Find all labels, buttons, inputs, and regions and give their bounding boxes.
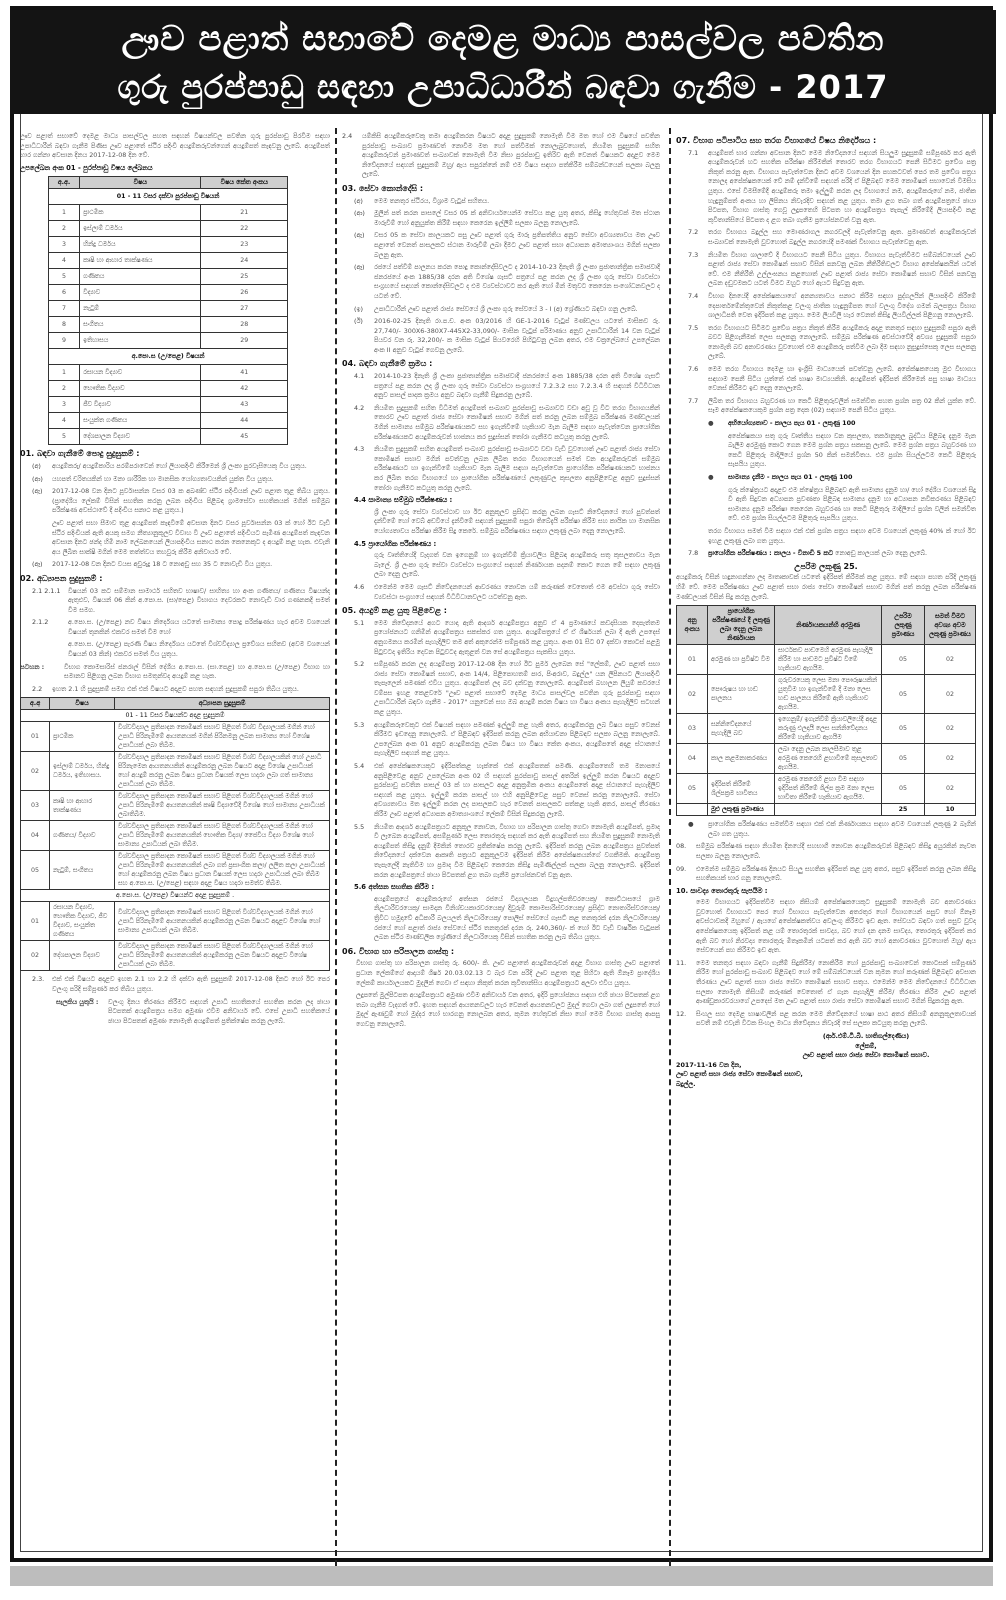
list-item: 7.2 තරග විභාගය බදුල්ල සහ මොණරාගල නගරවලදී පැවැත්වෙනු ඇත. ප්‍රමාණවත් අයදුම්කරුවන් සංඛ්‍යාවක් නොමැති වුවහොත් බදුල්ල නගරයේදී පමණක් විභාගය පැවැත්වෙනු ඇත. bbox=[688, 228, 976, 246]
table-row: 01 අරමුණ හා ප්‍රවිෂ්ට වීම සාර්ථකව පාඩමෙහි අරමුණ පැහැදිලි කිරීම හා පාඩමට ප්‍රවිෂ්ට වීමේ හැකියාව ඇගයීම. 05 02 bbox=[677, 645, 976, 675]
footer-block bbox=[676, 1061, 976, 1090]
exam-paper-2: ● සාමාන්‍ය දැනීම - කාලය පැය 01 - ලකුණු 100 bbox=[708, 473, 853, 481]
subsection-title: 5.6 අත්සන සහතික කිරීම : bbox=[354, 883, 435, 892]
list-item: 7.4 විභාග දිනයේදී අපේක්ෂකයාගේ අනන්‍යතාවය සනාථ කිරීම සඳහා පුද්ගලයින් ලියාපදිංචි කිරීමේ දෙපාර්තමේන්තුවෙන් නිකුත්කළ වලංගු ජාතික හැඳුනුම්පත හෝ වලංගු විදේශ ගමන් බලපත්‍රය විභාග ශාලාධිපති වෙත ඉදිරිපත් කළ යුතුය. මෙම ලියවිලි හැර වෙනත් කිසිදු ලියවිල්ලක් පිළිගනු නොලැබේ. bbox=[688, 291, 976, 320]
list-item: 5.5 නියමිත ආදර්ශ අයදුම්පත්‍රයට අනුකූල නොවන, විභාග හා පරිපාලන ගාස්තු ගෙවා නොමැති අයදුම්පත්, ප්‍රමාද වී ලැබෙන අයදුම්පත්, අසම්පූර්ණ ලෙස තොරතුරු සඳහන් කර ඇති අයදුම්පත් සහ නියමිත සුදුසුකම් නොමැති අයදුම්පත් කිසිදු දැනුම් දීමකින් තොරව ප්‍රතික්ෂේප කරනු ලැබේ. ඉදිරිපත් කරනු ලබන අයදුම්පත්‍රය පුවත්පත් නිවේදනයේ දක්වෙන ආකෘති පත්‍රයට අනුකූලවම ඉදිරිපත් කිරීම අපේක්ෂකයන්ගේ වගකීමකි. අයදුම්පත්‍ර තැපැලේදී නැතිවීම හා ප්‍රමාද වීම පිළිබඳව කෙරෙන කිසිදු පැමිණිල්ලක් සලකා බලනු නොලැබේ. ඉදිරිපත් කරන අයදුම්පත්‍රයේ ඡායා පිටපතක් ළග තබා ගැනීම ප්‍රයෝජනවත් වනු ඇත. bbox=[354, 822, 660, 879]
section-09: 09. එමෙන්ම සම්මුඛ පරීක්ෂණ දිනයට සියලු සහතික ඉදිරිපත් කළ යුතු අතර, පසුව ඉදිරිපත් කරනු ලබන කිසිදු සහතිකයක් භාර ගනු නොලැබේ. bbox=[676, 864, 976, 883]
table-row: 2 ඉස්ලාම් ධර්මය 22 bbox=[49, 221, 288, 237]
annex1-title: උපලේඛන අංක 01 - පුරප්පාඩු විෂය ලේඛනය bbox=[20, 163, 153, 172]
issuing-office: ඌව පළාත් සභා රාජ්‍ය සේවා කොමිෂන් සභාව, bbox=[676, 1070, 803, 1079]
list-item: (ආ) යහපත් චරිතයකින් හා මනා ශාරීරික හා මානසික යෝග්‍යතාවයකින් යුක්ත විය යුතුය. bbox=[32, 474, 274, 483]
bottom-strip bbox=[10, 1566, 993, 1586]
column-divider bbox=[335, 128, 337, 1586]
list-item: (අ) මෙම තනතුර ස්ථිරය, විශ්‍රාම වැටුප් සහිතය. bbox=[354, 196, 490, 205]
list-item: 7.7 ලිඛිත තර විභාගය බහුවරණ හා කෙටි පිළිතුරුවලින් සමන්විත පහත ප්‍රශ්න පත්‍ර 02 කින් යුක්ත වේ. සෑම අපේක්ෂකයෙකුම ප්‍රශ්න පත්‍ර දෙක (02) සඳහාම පෙනී සිටිය යුතුය. bbox=[688, 396, 976, 415]
list-item: 7.5 තරග විභාගයට සිටීමට ප්‍රවේශ පත්‍රය නිකුත් කිරීම අයදුම්කරු අදාළ තනතුර සඳහා සුදුසුකම් සපුරා ඇති බවට පිළිගැනීමක් ලෙස සලකනු නොලැබේ. සම්මුඛ පරීක්ෂණ අවස්ථාවේදී අවශ්‍ය සුදුසුකම් සපුරා නොමැති බව අනාවරණය වුවහොත් එම අයදුම්කරු පත්වීම ලබා දීම සඳහා නුසුදුස්සෙකු ලෙස සලකනු ලැබේ. bbox=[688, 323, 976, 361]
signatory-name: (ආර්.එම්.ටී.බී. හාතිගල්දෙණිය) bbox=[822, 1032, 910, 1040]
list-item: 7.6 මෙම තරග විභාගය දෙමළ හා ඉංග්‍රීසි මාධ්‍යයෙන් පවත්වනු ලැබේ. අපේක්ෂකයෙකු මුළු විභාගය සඳහාම පෙනී සිටිය යුත්තේ එක් භාෂා මාධ්‍යයකිනි. අයදුම්පත් ඉදිරිපත් කිරීමෙන් පසු භාෂා මාධ්‍යය වෙනස් කිරීමට ඉඩ දෙනු නොලැබේ. bbox=[688, 365, 976, 393]
list-item: (ඈ) රජයේ පත්වීම් පාලනය කරන පොදු කොන්දේසිවලට ද 2014-10-23 දිනැති ශ්‍රී ලංකා ප්‍රජාතාන්ත්‍රික සමාජවාදී ජනරජයේ අංක 1885/38 දරන අති විශේෂ ගැසට් පත්‍රයේ පළ කරන ලද ශ්‍රී ලංකා ගුරු සේවා ව්‍යවස්ථා සංග්‍රහයේ සඳහන් කොන්දේසිවලට ද එම ව්‍යවස්ථාවට කර ඇති හෝ මින් මතුවට කෙරෙන සංශෝධනවලට ද යටත් වේ. bbox=[354, 263, 660, 300]
list-item: 4.1 2014-10-23 දිනැති ශ්‍රී ලංකා ප්‍රජාතාන්ත්‍රික සමාජවාදී ජනරජයේ අංක 1885/38 දරන අති විශේෂ ගැසට් පත්‍රයේ පළ කරන ලද ශ්‍රී ලංකා ගුරු සේවා ව්‍යවස්ථා සංග්‍රහයේ 7.2.3.2 සහ 7.2.3.4 හි සඳහන් විධිවිධාන අනුව පාසල් පාදක ක්‍රමය අනුව බඳවා ගැනීම් සිදුකරනු ලැබේ. bbox=[354, 372, 660, 400]
title-line-1: ඌව පළාත් සභාවේ දෙමළ මාධ්‍ය පාසල්වල පවතින bbox=[121, 19, 885, 59]
list-item: 2.1.2 අ.පො.ස. (උ/පෙළ) නව විෂය නිර්දේශය යටතේ සාමාන්‍ය පොදු පරීක්ෂණය හැර අවම වශයෙන් විෂයන් තුනකින් එකවර සමත් වීම හෝ bbox=[32, 618, 330, 636]
group-title: 01 - 11 වසර දක්වා පුරප්පාඩු විෂයන් bbox=[49, 189, 288, 205]
section-02-title: 02. අධ්‍යාපන සුදුසුකම් : bbox=[20, 573, 103, 583]
table-row: 05 ඉදිරිපත් කිරීමේ ශිල්පක්‍රම භාවිතය අරමුණ කෙරෙහි ළඟා වීම සඳහා ඉදිරිපත් කිරීමේ ශිල්ප ක්‍රම මනා ලෙස භාවිතා කිරීමේ හැකියාව ඇගයීම. 05 02 bbox=[677, 774, 976, 804]
list-item: (ඈ) 2017-12-08 වන දිනට වයස අවුරුදු 18 ට නොඅඩු සහ 35 ට නොවැඩි විය යුතුය. bbox=[32, 560, 273, 569]
practical-marks-table: අනු අංකය ප්‍රායෝගික පරීක්ෂණයේ දී ලකුණු ලබා දෙනු ලබන නිර්ණායක නිර්ණායකයන්හි අරමුණ උපරිම ලකුණු ප්‍රමාණය සමත් වීමට අවශ්‍ය අවම ලකුණු ප්‍රමාණය 01 අරමුණ හා ප්‍රවිෂ්ට වීම සාර්ථකව පාඩමෙහි අරමුණ පැහැදිලි කිරීම හා පාඩමට ප්‍රවිෂ්ට වීමේ හැකියාව ඇගයීම. 05 02 02 පෞරුෂය හා හඬ පාලනය ගුරුවරයෙකු ලෙස මනා පෞරුෂයකින් යුතුවීම හා ඉගැන්වීමේ දී මනා ලෙස හඬ පාලනය කිරීමේ ඇති හැකියාව ඇගයීම. 05 02 03 සන්නිවේදනයේ පැහැදිලි බව ඉගෙනුම්/ ඉගැන්වීම් ක්‍රියාවලියේදී අදාළ කරුණු එලදායී ලෙස සන්නිවේදනය කිරීමේ හැකියාව ඇගයීම 05 02 04 කාල කළමනාකරණය ලබා දෙනු ලබන කාලසීමාව තුළ අරමුණ කෙරෙහි ළඟාවීමේ කුසලතාව ඇගයීම. 05 02 05 ඉදිරිපත් කිරීමේ ශිල්පක්‍රම භාවිතය අරමුණ කෙරෙහි ළඟා වීම සඳහා ඉදිරිපත් කිරීමේ ශිල්ප ක්‍රම මනා ලෙස භාවිතා කිරීමේ හැකියාව ඇගයීම. 05 02 මුළු ලකුණු ප්‍රමාණය 25 10 bbox=[676, 605, 976, 816]
list-item: 5.4 එක් අපේක්ෂකයෙකුට ඉදිරිපත්කළ හැක්කේ එක් අයදුම්පතක් පමණි. අයදුම්පතෙහි තම මනාපයේ අනුපිළිවෙළ අනුව උපලේඛන අංක 02 හි සඳහන් පුරප්පාඩු පාසල් අතරින් ඉල්ලුම් කරන විෂයට අදාළව පුරප්පාඩු පවතින පාසල් 03 ක් හා පාසලට අදාළ අනුක්‍රමික අංකය අයදුම්පතේ අදාළ ස්ථානයේ පැහැදිලිව සඳහන් කළ යුතුය. ඉල්ලුම් කරන පාසල් හා එහි අනුපිළිවෙළ පසුව වෙනස් කරනු නොලැබේ. සේවා අවශ්‍යතාවය මත ඉල්ලුම් කරන ලද පාසලකට හැර වෙනත් පාසලකට පත්කළ හැකි අතර, පාසල් තීරණය කිරීම ඌව පළාත් අධ්‍යාපන අමාත්‍යාංශයේ ලේකම් විසින් සිදුකරනු ලැබේ. bbox=[354, 762, 660, 818]
list-item: 5.2 සම්පූර්ණ කරන ලද අයදුම්පත්‍ර 2017-12-08 දින හෝ ඊට පුර්ම ලැබෙන සේ "ලේකම්, ඌව පළාත් සභා රාජ්‍ය සේවා කොමිෂන් සභාව, අංක 14/4, පිළිපොහතම් පාර, පිංඅරාව, බදුල්ල" යන ලිපිනයට ලියාපදිංචි තැපෑලෙන් පමණක් එවිය යුතුය. අයදුම්පත් ලද බව දන්වනු නොලැබේ. අයදුම්පත් බහාලන ලියුම් කවරයේ වම්පස ඉහළ කෙළවරේ "ඌව පළාත් සභාවේ දෙමළ මාධ්‍ය පාසල්වල පවතින ගුරු පුරප්පාඩු සඳහා උපාධිධාරීන් බඳවා ගැනීම - 2017" යනුවෙන් සහ ඔබ අයදුම් කරන විෂය හා විෂය අංකය පැහැදිලිව සටහන් කළ යුතුය. bbox=[354, 660, 660, 717]
table-row: 01 රසායන විද්‍යාව, භෞතික විද්‍යාව, ජීව විද්‍යාව, සංයුක්ත ගණිතය විශ්වවිද්‍යාල ප්‍රතිපාදන කොමිෂන් සභාව පිළිගත් විශ්වවිද්‍යාලයක් මගින් හෝ උපාධි පිරිනැමීමේ ආයතනයකින් අයදුම්කරනු ලබන විෂයට අදාළව විශේෂ හෝ සාමාන්‍ය උපාධියක් ලබා තිබීම. bbox=[21, 902, 330, 941]
exam-paper-1: ● අභියෝග්‍යතාව - කාලය පැය 01 - ලකුණු 100 bbox=[708, 419, 856, 428]
list-item: (ඉ) උපාධිධාරීන් ඌව පළාත් රාජ්‍ය සේවයේ ශ්‍රී ලංකා ගුරු සේවයේ 3 - I (අ) ශ්‍රේණියට බඳවා ගනු ලැබේ. bbox=[354, 304, 638, 313]
note: සැලකිය යුතුයි : වලංගු දිනය තීරණය කිරීමට සඳහන් උපාධි සහතිකයේ සහතික කරන ලද ඡායා පිටපතක් අයදුම්පත්‍රය සමග අමුණා එවීම අනිවාර්ය වේ. එසේ උපාධි සහතිකයේ ඡායා පිටපතක් අමුණා නොමැති අයදුම්පත් ප්‍රතික්ෂේප කරනු ලැබේ. bbox=[56, 997, 330, 1025]
list-item: 2.3. එක් එක් විෂයට අදාළව ඉහත 2.1 හා 2.2 හි දක්වා ඇති සුදුසුකම් 2017-12-08 දිනට හෝ ඊට පෙර වලංගු පරිදි සම්පූර්ණ කර තිබිය යුතුය. bbox=[32, 975, 330, 994]
subsection-title: 4.4 සාමාන්‍ය සම්මුඛ පරීක්ෂණය : bbox=[354, 496, 453, 505]
table-row: 02 පෞරුෂය හා හඬ පාලනය ගුරුවරයෙකු ලෙස මනා පෞරුෂයකින් යුතුවීම හා ඉගැන්වීමේ දී මනා ලෙස හඬ පාලනය කිරීමේ ඇති හැකියාව ඇගයීම. 05 02 bbox=[677, 675, 976, 714]
title-banner bbox=[10, 10, 996, 114]
issue-date: 2017-11-16 වන දින, bbox=[676, 1060, 742, 1069]
list-item: 7.3 නියමිත විභාග ශාලාවේ දී විභාගයට පෙනී සිටිය යුතුය. විභාගය පැවැත්වීමට සම්බන්ධයෙන් ඌව පළාත් රාජ්‍ය සේවා කොමිෂන් සභාව විසින් පනවනු ලබන නීතිරීතිවලට විභාග අපේක්ෂකයින් යටත් වේ. එම නීතිරීති උල්ලංඝනය කළහොත් ඌව පළාත් රාජ්‍ය සේවා කොමිෂන් සභාව විසින් පනවනු ලබන දඬුවමකට යටත් වීමට ඔහුට හෝ ඇයට සිදුවනු ඇත. bbox=[688, 250, 976, 288]
signatory-office: ඌව පළාත් සභා රාජ්‍ය සේවා කොමිෂන් සභාව. bbox=[802, 1051, 930, 1060]
table-row: 2 භෞතික විද්‍යාව 42 bbox=[49, 381, 288, 397]
section-03-title: 03. සේවා කොන්දේසි : bbox=[342, 183, 424, 193]
list-item: අ.පො.ස. (උ/පෙළ) පැරණි විෂය නිර්දේශය යටතේ විශ්වවිද්‍යාල ප්‍රවේශය සහිතව (අවම වශයෙන් විෂයන් 03 කින්) එකවර සමත් විය යුතුය. bbox=[68, 640, 330, 659]
section-08: 08. සම්මුඛ පරීක්ෂණ සඳහා නියමිත දිනයේදී සහභාගී නොවන අයදුම්කරුවන් පිළිබඳව කිසිදු අයුරකින් නැවත සලකා බලනු නොලැබේ. bbox=[676, 842, 976, 860]
col-header-subject: විෂය bbox=[80, 177, 201, 189]
list-item: 4.2 නියමිත සුදුසුකම් සහිත විධිමත් අයදුම්පත් සංඛ්‍යාව පුරප්පාඩු සංඛ්‍යාවට වඩා අඩු වූ විට තරග විභාගයකින් තොරව ඌව පළාත් රාජ්‍ය සේවා කොමිෂන් සභාව මගින් පත් කරනු ලබන සම්මුඛ පරීක්ෂණ මණ්ඩලයක් මගින් සාමාන්‍ය සම්මුඛ පරීක්ෂණයකට සහ ඉගැන්වීමේ හැකියාව මැන බැලීම සඳහා පැවැත්වෙන ප්‍රායෝගික පරීක්ෂණයකට අයදුම්කරුවන් භාජනය කර සුදුස්සන් තෝරා ගැනීමට කටයුතු කරනු ලැබේ. bbox=[354, 403, 660, 441]
total-row: මුළු ලකුණු ප්‍රමාණය 25 10 bbox=[677, 804, 976, 816]
table-row: 3 හින්දු ධර්මය 23 bbox=[49, 237, 288, 253]
table-row: 03 කෘෂි හා ආහාර තාක්ෂණය විශ්වවිද්‍යාල ප්‍රතිපාදන කොමිෂන් සභාව පිළිගත් විශ්වවිද්‍යාලයක් මගින් හෝ උපාධි පිරිනැමීමේ ආයතනයකින් කෘෂි විද්‍යාවේදී විශේෂ හෝ සාමාන්‍ය උපාධියක් ලබාතිබීම. bbox=[21, 791, 330, 821]
list-item: 2.2 ඉහත 2.1 හි සුදුසුකම් සමග එක් එක් විෂයට අදාළව පහත සඳහන් සුදුසුකම් සපුරා තිබිය යුතුය. bbox=[32, 684, 299, 693]
table-row: 4 සංයුක්ත ගණිතය 44 bbox=[49, 413, 288, 429]
list-item: 5.1 මෙම නිවේදනයේ අගට යොදා ඇති ආදර්ශ අයදුම්පත්‍රය අනුව ඒ 4 ප්‍රමාණයේ කඩදාසියක දෙපැත්තම ප්‍රයෝජනයට ගනිමින් අයදුම්පත්‍රය සකස්කර ගත යුතුය. අයදුම්පත්‍රයේ ඒ ඒ ශීර්ෂයන් ලබා දී ඇති උපදෙස් අනුගමනය කරමින් පැහැදිලිව තම අත් අකුරෙන්ම සම්පූර්ණ කළ යුතුය. අංක 01 සිට 07 දක්වා කොටස් පළමු පිටුවටද ඉතිරිය දෙවන පිටුවටද ඇතුළත් වන සේ අයදුම්පත්‍රය සැකසිය යුතුය. bbox=[354, 618, 660, 656]
column-divider bbox=[669, 128, 671, 1586]
list-item: 5.3 අයදුම්කරුවෙකුට එක් විෂයක් සඳහා පමණක් ඉල්ලුම් කළ හැකි අතර, අයදුම්කරනු ලබ විෂය පසුව වෙනස් කිරීමට ඉඩදෙනු නොලැබේ. ඒ පිළිබඳව ඉදිරිපත් කරනු ලබන අභියාචනා පිළිබඳව සලකා බලනු නොලැබේ. උපලේඛන අංක 01 අනුව අයදුම්කරනු ලබන විෂය හා විෂය කේත අංකය, අයදුම්පතේ අදාළ ස්ථානයේ පැහැදිලිව සඳහන් කළ යුතුය. bbox=[354, 720, 660, 758]
section-11: 11. මෙම තනතුර සඳහා බඳවා ගැනීම් සිදුකිරීම/ නොකිරීම හෝ පුරප්පාඩු සංඛ්‍යාවෙන් කොටසක් සම්පූර්ණ කිරීම හෝ පුරප්පාඩු සංඛ්‍යාව පිළිබඳව හෝ මේ සම්බන්ධයෙන් වන කුමන හෝ කරුණක් පිළිබඳව අවසාන තීරණය ඌව පළාත් සභා රාජ්‍ය සේවා කොමිෂන් සභාව සතුය. එමෙන්ම මෙම නිවේදනයේ විධිවිධාන සලකා නොමැති කිසියම් කරුණක් වෙතොත් ඒ ගැන පැහැදිලි කිරීම/ තීරණය කිරීම ඌව පළාත් ආණ්ඩුකාරවරයාගේ උපදෙස් මත ඌව පළාත් සභා රාජ්‍ය සේවා කොමිෂන් සභාව මගින් සිදුකරනු ඇත. bbox=[676, 958, 976, 1006]
col-header-code: විෂය කේත අංකය bbox=[201, 177, 288, 189]
list-item: 7.1 අයදුම්පත් භාර ගන්නා අවසාන දිනට මෙම නිවේදනයේ සඳහන් සියලුම සුදුසුකම් සම්පූර්ණ කර ඇති අයදුම්කරුවන් හට සහතික පරීක්ෂා කිරීමකින් තොරව තරග විභාගයට පෙනී සිටීමට ප්‍රවේශ පත්‍ර නිකුත් කරනු ඇත. විභාගය පැවැත්වෙන දිනට අවම වශයෙන් දින පහකටවත් පෙර තම ප්‍රවේශ පත්‍රය නොලද අපේක්ෂකයෙක් වේ නම් දැන්වීමේ සඳහන් පරිදි ඒ පිළිබඳව මෙම කොමිෂන් සභාවෙන් විමසිය යුතුය. එසේ විමසීමේදී අයදුම්කරු තමා ඉල්ලුම් කරන ලද විභාගයේ නම, අයදුම්කරුගේ නම, ජාතික හැඳුනුම්පත් අංකය හා ලිපිනය නිවැරදිව සඳහන් කළ යුතුය. තමා ළග තබා ගත් අයදුම්පත්‍රයේ ඡායා පිටපත, විභාග ගාස්තු ගෙවූ ලදුපතෙහි පිටපත හා අයදුම්පත්‍රය තැපැල් කිරීමේදී ලියාපදිංචි කළ කුවිතාන්සියේ පිටපත ද ළග තබා ගැනීම ප්‍රයෝජනවත් වනු ඇත. bbox=[688, 148, 976, 224]
signature-block bbox=[756, 1032, 976, 1061]
section-05-title: 05. අයදුම් කළ යුතු පිළිවෙළ : bbox=[342, 606, 447, 616]
table-row: 6 විද්‍යාව 26 bbox=[49, 285, 288, 301]
subsection-title: 4.5 ප්‍රායෝගික පරීක්ෂණය : bbox=[354, 539, 437, 548]
list-item: 2.1 2.1.1 විෂයන් 03 කට සම්මාන සාමාර්ථ සහිතව භාෂාව/ සාහිත්‍ය හා අංක ගණිතය/ ගණිතය විෂයන්ද ඇතුළුව, විෂයන් 06 කින් අ.පො.ස. (සා/පෙළ) විභාගය දෙවරකට නොවැඩි වාර ගණනකදී සමත් වීම සමග. bbox=[32, 586, 330, 614]
table-row: 5 ගණිතය 25 bbox=[49, 269, 288, 285]
table-row: 02 දේශපාලන විද්‍යාව විශ්වවිද්‍යාල ප්‍රතිපාදන කොමිෂන් සභාව පිළිගත් විශ්වවිද්‍යාලයක් මගින් හෝ උපාධි පිරිනැමීමේ ආයතනයකින් අයදුම්කරනු ලබන විෂයට අදාළව විශේෂ උපාධියක් ලබා තිබීම. bbox=[21, 941, 330, 971]
table-row: 9 ඉතිහාසය 29 bbox=[49, 333, 288, 349]
list-item: (ඇ) 2017-12-08 වන දිනට පූර්වාසන්න වසර 03 ක අඛණ්ඩ ස්ථිර පදිංචියක් ඌව පළාත තුළ තිබිය යුතුය. (ප්‍රාදේශීය ලේකම් විසින් සහතික කරනු ලබන පදිංචිය පිළිබඳ ග්‍රාමසේවා සහතිකයක් මගින් සම්මුඛ පරීක්ෂණ අවස්ථාවේ දී පදිංචිය සනාථ කළ යුතුය.) bbox=[32, 487, 330, 515]
issuing-city: බදුල්ල. bbox=[676, 1079, 696, 1088]
table-row: 8 සංගීතය 28 bbox=[49, 317, 288, 333]
table-row: 7 නැටුම් 27 bbox=[49, 301, 288, 317]
qualification-table: අ.අ විෂය අධ්‍යාපන සුදුසුකම් 01 - 11 වසර විෂයන්ට අදාළ සුදුසුකම් 01 ප්‍රාථමික විශ්වවිද්‍යාල ප්‍රතිපාදන කොමිෂන් සභාව පිළිගත් විශ්ව විද්‍යාලයක් මගින් හෝ උපාධි පිරිනැමීමේ ආයතනයක් මගින් පිරිනමනු ලබන සාමාන්‍ය හෝ විශේෂ උපාධියක් ලබා තිබීම. 02 ඉස්ලාම් ධර්මය, හින්දු ධර්මය, ඉතිහාසය. විශ්වවිද්‍යාල ප්‍රතිපාදන කොමිෂන් සභාව පිළිගත් විශ්ව විද්‍යාලයකින් හෝ උපාධි පිරිනැමෙන ආයතනයකින් අයදුම්කරනු ලබන විෂයට අදාළ විශේෂ උපාධියක් හෝ අයදුම් කරනු ලබන විෂය ප්‍රධාන විෂයක් ලෙස හදාරා ලබා ගත් සාමාන්‍ය උපාධියක් ලබා තිබීම. 03 කෘෂි හා ආහාර තාක්ෂණය විශ්වවිද්‍යාල ප්‍රතිපාදන කොමිෂන් සභාව පිළිගත් විශ්වවිද්‍යාලයක් මගින් හෝ උපාධි පිරිනැමීමේ ආයතනයකින් කෘෂි විද්‍යාවේදී විශේෂ හෝ සාමාන්‍ය උපාධියක් ලබාතිබීම. 04 ගණිතය/ විද්‍යාව විශ්වවිද්‍යාල ප්‍රතිපාදන කොමිෂන් සභාව පිළිගත් විශ්වවිද්‍යාලයක් මගින් හෝ උපාධි පිරිනැමීමේ ආයතනයකින් භෞතික විද්‍යා/ ජෛවීය විද්‍යා විශේෂ හෝ සාමාන්‍ය උපාධියක් ලබා තිබීම. 05 නැටුම්, සංගීතය විශ්වවිද්‍යාල ප්‍රතිපාදන කොමිෂන් සභාව පිළිගත් විශ්ව විද්‍යාලයක් මගින් හෝ උපාධි පිරිනැමීමේ ආයතනයකින් ලබා ගත් ප්‍රසාංගික කලා/ ලලිත කලා උපාධියක් හෝ අයදුම්කරනු ලබන විෂය ප්‍රධාන විෂයක් ලෙස හදාරා උපාධියක් ලබා තිබීම සහ අ.පො.ස. (උ/පෙළ) සඳහා අදාළ විෂය හදාරා සමත්ව තිබීම. අ.පො.ස. (උ/පෙළ) විෂයන්ට අදාළ සුදුසුකම් . 01 රසායන විද්‍යාව, භෞතික විද්‍යාව, ජීව විද්‍යාව, සංයුක්ත ගණිතය විශ්වවිද්‍යාල ප්‍රතිපාදන කොමිෂන් සභාව පිළිගත් විශ්වවිද්‍යාලයක් මගින් හෝ උපාධි පිරිනැමීමේ ආයතනයකින් අයදුම්කරනු ලබන විෂයට අදාළව විශේෂ හෝ සාමාන්‍ය උපාධියක් ලබා තිබීම. 02 දේශපාලන විද්‍යාව විශ්වවිද්‍යාල ප්‍රතිපාදන කොමිෂන් සභාව පිළිගත් විශ්වවිද්‍යාලයක් මගින් හෝ උපාධි පිරිනැමීමේ ආයතනයකින් අයදුම්කරනු ලබන විෂයට අදාළව විශේෂ උපාධියක් ලබා තිබීම. bbox=[20, 697, 330, 971]
list-item: (ආ) මුලින් පත් කරන පාසලේ වසර 05 ක් අනිවාර්යයෙන්ම සේවය කළ යුතු අතර, කිසිදු හේතුවක් මත ස්ථාන මාරුවීම් හෝ අනුයුක්ත කිරීම් සඳහා කෙරෙන ඉල්ලීම් සලකා බලනු නොලැබේ. bbox=[354, 209, 660, 227]
table-row: 5 දේශපාලන විද්‍යාව 45 bbox=[49, 429, 288, 445]
table-row: 05 නැටුම්, සංගීතය විශ්වවිද්‍යාල ප්‍රතිපාදන කොමිෂන් සභාව පිළිගත් විශ්ව විද්‍යාලයක් මගින් හෝ උපාධි පිරිනැමීමේ ආයතනයකින් ලබා ගත් ප්‍රසාංගික කලා/ ලලිත කලා උපාධියක් හෝ අයදුම්කරනු ලබන විෂය ප්‍රධාන විෂයක් ලෙස හදාරා උපාධියක් ලබා තිබීම සහ අ.පො.ස. (උ/පෙළ) සඳහා අදාළ විෂය හදාරා සමත්ව තිබීම. bbox=[21, 851, 330, 890]
note: සටහන : විභාග කොමසාරිස් ජනරාල් විසින් දේශීය අ.පො.ස. (සා.පෙළ) හා අ.පො.ස (උ/පෙළ) විභාග හා සමානව පිළිගනු ලබන විභාග සමතුන්වද අයදුම් කළ හැක. bbox=[20, 662, 330, 681]
list-item: (ඊ) 2016-02-25 දිනැති රා.ප.ච. අංක 03/2016 හි GE-1-2016 වැටුප් මණ්ඩලය යටතේ මාසිකව රු. 27,740/- 300X6-380X7-445X2-33,090/- මාසික වැටුප් පරිමාණය අනුව උපාධිධාරීන් 14 වන වැටුප් පියවර වන රු. 32,200/- ක මාසික වැටුප් පියවරෙහි පිහිටුවනු ලබන අතර, එම චක්‍රලේඛයේ උපලේඛන අංක II අනුව වැටුප් ගෙවනු ලැබේ. bbox=[354, 317, 660, 354]
list-item: 2.4 යම්කිසි අයදුම්කරුවෙකු තමා අයදුම්කරන විෂයට අදාළ සුදුසුකම් නොමැති වීම මත හෝ එම විෂයේ පවතින පුරප්පාඩු සංඛ්‍යාව ප්‍රමාණවත් නොවීම මත හෝ පත්වීමක් නොලැබුවහොත්, නියමිත සුදුසුකම් සහිත අයදුම්කරුවන් ප්‍රමාණවත් සංඛ්‍යාවක් නොමැති වීම නිසා පුරප්පාඩු ඉතිරිව ඇති වෙනත් විෂයකට අදාළව මෙම නිවේදනයේ සඳහන් සුදුසුකම් ඔහු/ ඇය සපුරන්නේ නම් එම විෂය සඳහා පත්කිරීම සම්බන්ධයෙන් සලකා බලනු ලැබේ. bbox=[342, 132, 660, 179]
section-10-title: 10. සාවද්‍ය තොරතුරු සැපයීම : bbox=[676, 886, 768, 895]
column-1 bbox=[20, 132, 330, 1029]
column-3: 07. විභාග පටිපාටිය සහ තරග විභාගයේ විෂය නිර්දේශය : 7.1 අයදුම්පත් භාර ගන්නා අවසාන දිනට මෙම නිවේදනයේ සඳහන් සියලුම සුදුසුකම් සම්පූර්ණ කර ඇති අයදුම්කරුවන් හට සහතික පරීක්ෂා කිරීමකින් තොරව තරග විභාගයට පෙනී සිටීමට ප්‍රවේශ පත්‍ර නිකුත් කරනු ඇත. විභාගය පැවැත්වෙන දිනට අවම වශයෙන් දින පහකටවත් පෙර තම ප්‍රවේශ පත්‍රය නොලද අපේක්ෂකයෙක් වේ නම් දැන්වීමේ සඳහන් පරිදි ඒ පිළිබඳව මෙම කොමිෂන් සභාවෙන් විමසිය යුතුය. එසේ විමසීමේදී අයදුම්කරු තමා ඉල්ලුම් කරන ලද විභාගයේ නම, අයදුම්කරුගේ නම, ජාතික හැඳුනුම්පත් අංකය හා ලිපිනය නිවැරදිව සඳහන් කළ යුතුය. තමා ළග තබා ගත් අයදුම්පත්‍රයේ ඡායා පිටපත, විභාග ගාස්තු ගෙවූ ලදුපතෙහි පිටපත හා අයදුම්පත්‍රය තැපැල් කිරීමේදී ලියාපදිංචි කළ කුවිතාන්සියේ පිටපත ද ළග තබා ගැනීම ප්‍රයෝජනවත් වනු ඇත. 7.2 තරග විභාගය බදුල්ල සහ මොණරාගල නගරවලදී පැවැත්වෙනු ඇත. ප්‍රමාණවත් අයදුම්කරුවන් සංඛ්‍යාවක් නොමැති වුවහොත් බදුල්ල නගරයේදී පමණක් විභාගය පැවැත්වෙනු ඇත. 7.3 නියමිත විභාග ශාලාවේ දී විභාගයට පෙනී සිටිය යුතුය. විභාගය පැවැත්වීමට සම්බන්ධයෙන් ඌව පළාත් රාජ්‍ය සේවා කොමිෂන් සභාව විසින් පනවනු ලබන නීතිරීතිවලට විභාග අපේක්ෂකයින් යටත් වේ. එම නීතිරීති උල්ලංඝනය කළහොත් ඌව පළාත් රාජ්‍ය සේවා කොමිෂන් සභාව විසින් පනවනු ලබන දඬුවමකට යටත් වීමට ඔහුට හෝ ඇයට සිදුවනු ඇත. 7.4 විභාග දිනයේදී අපේක්ෂකයාගේ අනන්‍යතාවය සනාථ කිරීම සඳහා පුද්ගලයින් ලියාපදිංචි කිරීමේ දෙපාර්තමේන්තුවෙන් නිකුත්කළ වලංගු ජාතික හැඳුනුම්පත හෝ වලංගු විදේශ ගමන් බලපත්‍රය විභාග ශාලාධිපති වෙත ඉදිරිපත් කළ යුතුය. මෙම ලියවිලි හැර වෙනත් කිසිදු ලියවිල්ලක් පිළිගනු නොලැබේ. 7.5 තරග විභාගයට සිටීමට ප්‍රවේශ පත්‍රය නිකුත් කිරීම අයදුම්කරු අදාළ තනතුර සඳහා සුදුසුකම් සපුරා ඇති බවට පිළිගැනීමක් ලෙස සලකනු නොලැබේ. සම්මුඛ පරීක්ෂණ අවස්ථාවේදී අවශ්‍ය සුදුසුකම් සපුරා නොමැති බව අනාවරණය වුවහොත් එම අයදුම්කරු පත්වීම ලබා දීම සඳහා නුසුදුස්සෙකු ලෙස සලකනු ලැබේ. 7.6 මෙම තරග විභාගය දෙමළ හා ඉංග්‍රීසි මාධ්‍යයෙන් පවත්වනු ලැබේ. අපේක්ෂකයෙකු මුළු විභාගය සඳහාම පෙනී සිටිය යුත්තේ එක් භාෂා මාධ්‍යයකිනි. අයදුම්පත් ඉදිරිපත් කිරීමෙන් පසු භාෂා මාධ්‍යය වෙනස් කිරීමට ඉඩ දෙනු නොලැබේ. 7.7 ලිඛිත තර විභාගය බහුවරණ හා කෙටි පිළිතුරුවලින් සමන්විත පහත ප්‍රශ්න පත්‍ර 02 කින් යුක්ත වේ. සෑම අපේක්ෂකයෙකුම ප්‍රශ්න පත්‍ර දෙක (02) සඳහාම පෙනී සිටිය යුතුය. ● අභියෝග්‍යතාව - කාලය පැය 01 - ලකුණු 100 අපේක්ෂකයා සතු ගුරු වෘත්තීය සඳහා වන කුසලතා, තර්කානුකූල බුද්ධිය පිළිබඳ දැනුම මැන බැලීම අරමුණු කොට ගෙන මෙම ප්‍රශ්න පත්‍රය සකසනු ලැබේ. මෙම ප්‍රශ්න පත්‍රය බහුවරණ හා කෙටි පිළිතුරු මාදිලියේ ප්‍රශ්න 50 කින් සමන්විතය. එම ප්‍රශ්න සියල්ලටම කෙටි පිළිතුරු සැපයිය යුතුය. ● සාමාන්‍ය දැනීම - කාලය පැය 01 - ලකුණු 100 ගුරු ක්ෂේත්‍රයට අදාළව එම ක්ෂේත්‍රය පිළිබඳව ඇති සාමාන්‍ය දැනුම හා/ හෝ දේශීය වශයෙන් සිදු වී ඇති සිදුවන අධ්‍යාපන ප්‍රවණතා පිළිබඳ සාමාන්‍ය දැනුම හා අධ්‍යාපන නවීකරණය පිළිබඳව සාමාන්‍ය දැනුම පරීක්ෂා කෙරෙන බහුවරණ හා කෙටි පිළිතුරු මාදිලියේ ප්‍රශ්න වලින් සමන්විත වේ. එම ප්‍රශ්න සියල්ලටම පිළිතුරු සැපයිය යුතුය. තරග විභාගය සමත් වීම සඳහා එක් එක් ප්‍රශ්න පත්‍රය සඳහා අවම වශයෙන් ලකුණු 40% ක් හෝ ඊට ඉහළ ලකුණු ලබා ගත යුතුය. 7.8 ප්‍රායෝගික පරීක්ෂණය : කාලය - විනාඩි 5 කට නොඅඩු කාලයක් ලබා දෙනු ලැබේ. උපරිම ලකුණු 25. අයදුම්කරු විසින් හඳුනාගන්නා ලද මාතෘකාවක් යටතේ ඉදිරිපත් කිරීමක් කළ යුතුය. මේ සඳහා පහත පරිදි ලකුණු හිමි වේ. මෙම පරීක්ෂණය ඌව පළාත් සභා රාජ්‍ය සේවා කොමිෂන් සභාව මගින් පත් කරනු ලබන පරීක්ෂණ මණ්ඩලයක් විසින් සිදු කරනු ලැබේ. අනු අංකය ප්‍රායෝගික පරීක්ෂණයේ දී ලකුණු ලබා දෙනු ලබන නිර්ණායක නිර්ණායකයන්හි අරමුණ උපරිම ලකුණු ප්‍රමාණය සමත් වීමට අවශ්‍ය අවම ලකුණු ප්‍රමාණය 01 අරමුණ හා ප්‍රවිෂ්ට වීම සාර්ථකව පාඩමෙහි අරමුණ පැහැදිලි කිරීම හා පාඩමට ප්‍රවිෂ්ට වීමේ හැකියාව ඇගයීම. 05 02 02 පෞරුෂය හා හඬ පාලනය ගුරුවරයෙකු ලෙස මනා පෞරුෂයකින් යුතුවීම හා ඉගැන්වීමේ දී මනා ලෙස හඬ පාලනය කිරීමේ ඇති හැකියාව ඇගයීම. 05 02 03 සන්නිවේදනයේ පැහැදිලි බව ඉගෙනුම්/ ඉගැන්වීම් ක්‍රියාවලියේදී අදාළ කරුණු එලදායී ලෙස සන්නිවේදනය කිරීමේ හැකියාව ඇගයීම 05 02 04 කාල කළමනාකරණය ලබා දෙනු ලබන කාලසීමාව තුළ අරමුණ කෙරෙහි ළඟාවීමේ කුසලතාව ඇගයීම. 05 02 05 ඉදිරිපත් කිරීමේ ශිල්පක්‍රම භාවිතය අරමුණ කෙරෙහි ළඟා වීම සඳහා ඉදිරිපත් කිරීමේ ශිල්ප ක්‍රම මනා ලෙස භාවිතා කිරීමේ හැකියාව ඇගයීම. 05 02 මුළු ලකුණු ප්‍රමාණය 25 10 ● ප්‍රායෝගික පරීක්ෂණය සමත්වීම සඳහා එක් එක් නිර්ණායකය සඳහා අවම වශයෙන් ලකුණු 2 බැගින් ලබා ගත යුතුය. 08. සම්මුඛ පරීක්ෂණ සඳහා නියමිත දිනයේදී සහභාගී නොවන අයදුම්කරුවන් පිළිබඳව කිසිදු අයුරකින් නැවත සලකා බලනු නොලැබේ. 09. එමෙන්ම සම්මුඛ පරීක්ෂණ දිනයට සියලු සහතික ඉදිරිපත් කළ යුතු අතර, පසුව ඉදිරිපත් කරනු ලබන කිසිදු සහතිකයක් භාර ගනු නොලැබේ. 10. සාවද්‍ය තොරතුරු සැපයීම : මෙම විභාගයට ඉදිරිපත්වීම සඳහා කිසියම් අපේක්ෂකයෙකුට සුදුසුකම් නොමැති බව අනාවරණය වුවහොත් විභාගයට පෙර හෝ විභාගය පැවැත්වෙන අතරතුර හෝ විභාගයෙන් පසුව හෝ ඕනෑම අවස්ථාවකදී ඔහුගේ / ඇයගේ අපේක්ෂකත්වය අවලංගු කිරීමට ඉඩ ඇත. සේවයට බඳවා ගත් පසුව වුවද අපේක්ෂකයෙකු ඉදිරිපත් කළ යම් තොරතුරක් සාවද්‍ය, බව හෝ දන දනම සාවද්‍ය, තොරතුරු ඉදිරිපත් කර ඇති බව හෝ නිරවද්‍ය තොරතුරු මිතෑකමින් යටපත් කර ඇති බව හෝ අනාවරණය වුවහොත් ඔහු/ ඇය සේවයෙන් පහ කිරීමට ඉඩ ඇත. 11. මෙම තනතුර සඳහා බඳවා ගැනීම් සිදුකිරීම/ නොකිරීම හෝ පුරප්පාඩු සංඛ්‍යාවෙන් කොටසක් සම්පූර්ණ කිරීම හෝ පුරප්පාඩු සංඛ්‍යාව පිළිබඳව හෝ මේ සම්බන්ධයෙන් වන කුමන හෝ කරුණක් පිළිබඳව අවසාන තීරණය ඌව පළාත් සභා රාජ්‍ය සේවා කොමිෂන් සභාව සතුය. එමෙන්ම මෙම නිවේදනයේ විධිවිධාන සලකා නොමැති කිසියම් කරුණක් වෙතොත් ඒ ගැන පැහැදිලි කිරීම/ තීරණය කිරීම ඌව පළාත් ආණ්ඩුකාරවරයාගේ උපදෙස් මත ඌව පළාත් සභා රාජ්‍ය සේවා කොමිෂන් සභාව මගින් සිදුකරනු ඇත. 12. සිංහල සහ දෙමළ භාෂාවලින් පළ කරන මෙම නිවේදනයේ භාෂා පාඨ අතර කිසියම් අනනුකූලතාවයක් පවතී නම් එවැනි විටක සිංහල මාධ්‍ය නිවේදනය නිවැරදි සේ සලකා කටයුතු කරනු ලැබේ. (ආර්.එම්.ටී.බී. හාතිගල්දෙණිය) ලේකම්, ඌව පළාත් සභා රාජ්‍ය සේවා කොමිෂන් සභාව. 2017-11-16 වන දින, ඌව පළාත් සභා රාජ්‍ය සේවා කොමිෂන් සභාව, බදුල්ල. bbox=[676, 136, 976, 1088]
table-row: 1 ප්‍රාථමික 21 bbox=[49, 205, 288, 221]
list-item: 4.6 එමෙන්ම මෙම ගැසට් නිවේදනයෙන් ආවරණය නොවන යම් කරුණක් වෙතොත් එම අවස්ථා ගුරු සේවා ව්‍යවස්ථා සංග්‍රහයේ සඳහන් විධිවිධානවලට යටත්වනු ඇත. bbox=[354, 582, 660, 601]
section-06-title: 06. විභාග හා පරිපාලන ගාස්තු : bbox=[342, 946, 455, 956]
table-row: 4 කෘෂි හා ආහාර තාක්ෂණය 24 bbox=[49, 253, 288, 269]
group-title: අ.පො.ස (උ/පෙළ) විෂයන් bbox=[49, 349, 288, 365]
column-2: 2.4 යම්කිසි අයදුම්කරුවෙකු තමා අයදුම්කරන විෂයට අදාළ සුදුසුකම් නොමැති වීම මත හෝ එම විෂයේ පවතින පුරප්පාඩු සංඛ්‍යාව ප්‍රමාණවත් නොවීම මත හෝ පත්වීමක් නොලැබුවහොත්, නියමිත සුදුසුකම් සහිත අයදුම්කරුවන් ප්‍රමාණවත් සංඛ්‍යාවක් නොමැති වීම නිසා පුරප්පාඩු ඉතිරිව ඇති වෙනත් විෂයකට අදාළව මෙම නිවේදනයේ සඳහන් සුදුසුකම් ඔහු/ ඇය සපුරන්නේ නම් එම විෂය සඳහා පත්කිරීම සම්බන්ධයෙන් සලකා බලනු ලැබේ. 03. සේවා කොන්දේසි : (අ) මෙම තනතුර ස්ථිරය, විශ්‍රාම වැටුප් සහිතය. (ආ) මුලින් පත් කරන පාසලේ වසර 05 ක් අනිවාර්යයෙන්ම සේවය කළ යුතු අතර, කිසිදු හේතුවක් මත ස්ථාන මාරුවීම් හෝ අනුයුක්ත කිරීම් සඳහා කෙරෙන ඉල්ලීම් සලකා බලනු නොලැබේ. (ඇ) වසර 05 ක සේවා කාලයකට පසු ඌව පළාත් ගුරු මාරු ප්‍රතිපත්තිය අනුව සේවා අවශ්‍යතාවය මත ඌව පළාතේ වෙනත් පාසලකට ස්ථාන මාරුවීම් ලබා දීමට ඌව පළාත් සභා අධ්‍යාපන අමාත්‍යාංශය මගින් සලකා බලනු ඇත. (ඈ) රජයේ පත්වීම් පාලනය කරන පොදු කොන්දේසිවලට ද 2014-10-23 දිනැති ශ්‍රී ලංකා ප්‍රජාතාන්ත්‍රික සමාජවාදී ජනරජයේ අංක 1885/38 දරන අති විශේෂ ගැසට් පත්‍රයේ පළ කරන ලද ශ්‍රී ලංකා ගුරු සේවා ව්‍යවස්ථා සංග්‍රහයේ සඳහන් කොන්දේසිවලට ද එම ව්‍යවස්ථාවට කර ඇති හෝ මින් මතුවට කෙරෙන සංශෝධනවලට ද යටත් වේ. (ඉ) උපාධිධාරීන් ඌව පළාත් රාජ්‍ය සේවයේ ශ්‍රී ලංකා ගුරු සේවයේ 3 - I (අ) ශ්‍රේණියට බඳවා ගනු ලැබේ. (ඊ) 2016-02-25 දිනැති රා.ප.ච. අංක 03/2016 හි GE-1-2016 වැටුප් මණ්ඩලය යටතේ මාසිකව රු. 27,740/- 300X6-380X7-445X2-33,090/- මාසික වැටුප් පරිමාණය අනුව උපාධිධාරීන් 14 වන වැටුප් පියවර වන රු. 32,200/- ක මාසික වැටුප් පියවරෙහි පිහිටුවනු ලබන අතර, එම චක්‍රලේඛයේ උපලේඛන අංක II අනුව වැටුප් ගෙවනු ලැබේ. 04. බඳවා ගැනීමේ ක්‍රමය : 4.1 2014-10-23 දිනැති ශ්‍රී ලංකා ප්‍රජාතාන්ත්‍රික සමාජවාදී ජනරජයේ අංක 1885/38 දරන අති විශේෂ ගැසට් පත්‍රයේ පළ කරන ලද ශ්‍රී ලංකා ගුරු සේවා ව්‍යවස්ථා සංග්‍රහයේ 7.2.3.2 සහ 7.2.3.4 හි සඳහන් විධිවිධාන අනුව පාසල් පාදක ක්‍රමය අනුව බඳවා ගැනීම් සිදුකරනු ලැබේ. 4.2 නියමිත සුදුසුකම් සහිත විධිමත් අයදුම්පත් සංඛ්‍යාව පුරප්පාඩු සංඛ්‍යාවට වඩා අඩු වූ විට තරග විභාගයකින් තොරව ඌව පළාත් රාජ්‍ය සේවා කොමිෂන් සභාව මගින් පත් කරනු ලබන සම්මුඛ පරීක්ෂණ මණ්ඩලයක් මගින් සාමාන්‍ය සම්මුඛ පරීක්ෂණයකට සහ ඉගැන්වීමේ හැකියාව මැන බැලීම සඳහා පැවැත්වෙන ප්‍රායෝගික පරීක්ෂණයකට අයදුම්කරුවන් භාජනය කර සුදුස්සන් තෝරා ගැනීමට කටයුතු කරනු ලැබේ. 4.3 නියමිත සුදුසුකම් සහිත අයදුම්පත් සංඛ්‍යාව පුරප්පාඩු සංඛ්‍යාවට වඩා වැඩි වුවහොත් ඌව පළාත් රාජ්‍ය සේවා කොමිෂන් සභාව මගින් පවත්වනු ලබන ලිඛිත තරග විභාගයෙන් සමත් වන අයදුම්කරුවන් සම්මුඛ පරීක්ෂණයට හා ඉගැන්වීමේ හැකියාව මැන බැලීම සඳහා පැවැත්වෙන ප්‍රායෝගික පරීක්ෂණයකට භාජනය කර ලිඛිත තරග විභාගයේ හා ප්‍රායෝගික පරීක්ෂණයේ ලකුණුවල කුසලතා අනුපිළිවෙළ අනුව සුදුස්සන් තෝරා ගැනීමට කටයුතු කරනු ලැබේ. 4.4 සාමාන්‍ය සම්මුඛ පරීක්ෂණය : ශ්‍රී ලංකා ගුරු සේවා ව්‍යවස්ථාව හා ඊට අනුකූලව ප්‍රසිද්ධ කරනු ලබන ගැසට් නිවේදනයේ හෝ පුවත්පත් දැන්වීමේ හෝ වෙබ් අඩවියේ දැන්වීමේ සඳහන් සුදුසුකම් සපුරා තිබේදැයි පරීක්ෂා කිරීම සහ කායික හා මානසික යෝග්‍යතාවය පරීක්ෂා කිරීම සිදු කෙරේ. සම්මුඛ පරීක්ෂණය සඳහා ලකුණු ලබා දෙනු නොලැබේ. 4.5 ප්‍රායෝගික පරීක්ෂණය : ගුරු වෘත්තියේදී වැදගත් වන ඉගෙනුම් හා ඉගැන්වීම් ක්‍රියාවලිය පිළිබඳ අයදුම්කරු සතු කුසලතාවය මැන බැලේ. ශ්‍රී ලංකා ගුරු සේවා ව්‍යවස්ථා සංග්‍රහයේ සඳහන් නිර්ණායක පදනම් කොට ගෙන මේ සඳහා ලකුණු ලබා දෙනු ලැබේ. 4.6 එමෙන්ම මෙම ගැසට් නිවේදනයෙන් ආවරණය නොවන යම් කරුණක් වෙතොත් එම අවස්ථා ගුරු සේවා ව්‍යවස්ථා සංග්‍රහයේ සඳහන් විධිවිධානවලට යටත්වනු ඇත. 05. අයදුම් කළ යුතු පිළිවෙළ : 5.1 මෙම නිවේදනයේ අගට යොදා ඇති ආදර්ශ අයදුම්පත්‍රය අනුව ඒ 4 ප්‍රමාණයේ කඩදාසියක දෙපැත්තම ප්‍රයෝජනයට ගනිමින් අයදුම්පත්‍රය සකස්කර ගත යුතුය. අයදුම්පත්‍රයේ ඒ ඒ ශීර්ෂයන් ලබා දී ඇති උපදෙස් අනුගමනය කරමින් පැහැදිලිව තම අත් අකුරෙන්ම සම්පූර්ණ කළ යුතුය. අංක 01 සිට 07 දක්වා කොටස් පළමු පිටුවටද ඉතිරිය දෙවන පිටුවටද ඇතුළත් වන සේ අයදුම්පත්‍රය සැකසිය යුතුය. 5.2 සම්පූර්ණ කරන ලද අයදුම්පත්‍ර 2017-12-08 දින හෝ ඊට පුර්ම ලැබෙන සේ "ලේකම්, ඌව පළාත් සභා රාජ්‍ය සේවා කොමිෂන් සභාව, අංක 14/4, පිළිපොහතම් පාර, පිංඅරාව, බදුල්ල" යන ලිපිනයට ලියාපදිංචි තැපෑලෙන් පමණක් එවිය යුතුය. අයදුම්පත් ලද බව දන්වනු නොලැබේ. අයදුම්පත් බහාලන ලියුම් කවරයේ වම්පස ඉහළ කෙළවරේ "ඌව පළාත් සභාවේ දෙමළ මාධ්‍ය පාසල්වල පවතින ගුරු පුරප්පාඩු සඳහා උපාධිධාරීන් බඳවා ගැනීම - 2017" යනුවෙන් සහ ඔබ අයදුම් කරන විෂය හා විෂය අංකය පැහැදිලිව සටහන් කළ යුතුය. 5.3 අයදුම්කරුවෙකුට එක් විෂයක් සඳහා පමණක් ඉල්ලුම් කළ හැකි අතර, අයදුම්කරනු ලබ විෂය පසුව වෙනස් කිරීමට ඉඩදෙනු නොලැබේ. ඒ පිළිබඳව ඉදිරිපත් කරනු ලබන අභියාචනා පිළිබඳව සලකා බලනු නොලැබේ. උපලේඛන අංක 01 අනුව අයදුම්කරනු ලබන විෂය හා විෂය කේත අංකය, අයදුම්පතේ අදාළ ස්ථානයේ පැහැදිලිව සඳහන් කළ යුතුය. 5.4 එක් අපේක්ෂකයෙකුට ඉදිරිපත්කළ හැක්කේ එක් අයදුම්පතක් පමණි. අයදුම්පතෙහි තම මනාපයේ අනුපිළිවෙළ අනුව උපලේඛන අංක 02 හි සඳහන් පුරප්පාඩු පාසල් අතරින් ඉල්ලුම් කරන විෂයට අදාළව පුරප්පාඩු පවතින පාසල් 03 ක් හා පාසලට අදාළ අනුක්‍රමික අංකය අයදුම්පතේ අදාළ ස්ථානයේ පැහැදිලිව සඳහන් කළ යුතුය. ඉල්ලුම් කරන පාසල් හා එහි අනුපිළිවෙළ පසුව වෙනස් කරනු නොලැබේ. සේවා අවශ්‍යතාවය මත ඉල්ලුම් කරන ලද පාසලකට හැර වෙනත් පාසලකට පත්කළ හැකි අතර, පාසල් තීරණය කිරීම ඌව පළාත් අධ්‍යාපන අමාත්‍යාංශයේ ලේකම් විසින් සිදුකරනු ලැබේ. 5.5 නියමිත ආදර්ශ අයදුම්පත්‍රයට අනුකූල නොවන, විභාග හා පරිපාලන ගාස්තු ගෙවා නොමැති අයදුම්පත්, ප්‍රමාද වී ලැබෙන අයදුම්පත්, අසම්පූර්ණ ලෙස තොරතුරු සඳහන් කර ඇති අයදුම්පත් සහ නියමිත සුදුසුකම් නොමැති අයදුම්පත් කිසිදු දැනුම් දීමකින් තොරව ප්‍රතික්ෂේප කරනු ලැබේ. ඉදිරිපත් කරනු ලබන අයදුම්පත්‍රය පුවත්පත් නිවේදනයේ දක්වෙන ආකෘති පත්‍රයට අනුකූලවම ඉදිරිපත් කිරීම අපේක්ෂකයන්ගේ වගකීමකි. අයදුම්පත්‍ර තැපැලේදී නැතිවීම හා ප්‍රමාද වීම පිළිබඳව කෙරෙන කිසිදු පැමිණිල්ලක් සලකා බලනු නොලැබේ. ඉදිරිපත් කරන අයදුම්පත්‍රයේ ඡායා පිටපතක් ළග තබා ගැනීම ප්‍රයෝජනවත් වනු ඇත. 5.6 අත්සන සහතික කිරීම : අයදුම්පත්‍රයේ අයදුම්කරුගේ අත්සන රජයේ විද්‍යාලයක විදුහල්පතිවරයෙකු/ කොට්ඨාසයේ ග්‍රාම නිලධාරීවරයෙකු/ සාමදාන විනිශ්චයකාරවරයෙකු/ දිවුරුම් කොමසාරිස්වරයෙකු/ ප්‍රසිද්ධ නොතාරිස්වරයෙකු/ ත්‍රිවිධ හමුදාවේ අධිකාරී බලයලත් නිලධාරියෙකු/ පොලිස් සේවයේ ගැසට් කළ තනතුරක් දරන නිලධාරියෙකු/ රජයේ හෝ පළාත් රාජ්‍ය සේවයේ ස්ථිර තනතුරක් දරන රු. 240,360/- ක් හෝ ඊට වැඩි වාර්ෂික වැටුපක් ලබන ස්ථිර මාණ්ඩලික ශ්‍රේණියේ නිලධාරියෙකු විසින් සහතික කරනු ලැබ තිබිය යුතුය. 06. විභාග හා පරිපාලන ගාස්තු : විභාග ගාස්තු හා පරිපාලන ගාස්තු රු. 600/- කි. ඌව පළාතේ අයදුම්කරුවන් අදාළ විභාග ගාස්තු ඌව පළාතේ ප්‍රධාන ලේකම්ගේ ආදායම් ශීර්ෂ 20.03.02.13 ට බැර වන පරිදි ඌව පළාත තුළ පිහිටා ඇති ඕනෑම ප්‍රාදේශීය ලේකම් කාර්යාලයකට මුදලින් ගෙවා ඒ සඳහා නිකුත් කරන කුවිතාන්සිය අයදුම්පත්‍රයට අලවා එවිය යුතුය. ලදුපතේ මුල්පිටපත අයදුම්පත්‍රයට අමුණා එවීම අනිවාර්ය වන අතර, ඉදිරි ප්‍රයෝජනය සඳහා එහි ඡායා පිටපතක් ළග තබා ගැනීම වැදගත් වේ. ඉහත සඳහන් ආයතනවලට හැර වෙනත් ආයතනවලට මුදල් ගෙවා ලබා ගත් ලදුපතේ හෝ මුදල් ඇණවුම් හෝ මුද්දර හෝ භාරගනු නොලබන අතර, කුමන හේතුවක් නිසා හෝ මෙම විභාග ගාස්තු ආපසු ගෙවනු නොලැබේ. bbox=[342, 132, 660, 1028]
list-item: ● ප්‍රායෝගික පරීක්ෂණය සමත්වීම සඳහා එක් එක් නිර්ණායකය සඳහා අවම වශයෙන් ලකුණු 2 බැගින් ලබා ගත යුතුය. bbox=[688, 820, 976, 838]
table-row: 3 ජීව විද්‍යාව 43 bbox=[49, 397, 288, 413]
section-12: 12. සිංහල සහ දෙමළ භාෂාවලින් පළ කරන මෙම නිවේදනයේ භාෂා පාඨ අතර කිසියම් අනනුකූලතාවයක් පවතී නම් එවැනි විටක සිංහල මාධ්‍ය නිවේදනය නිවැරදි සේ සලකා කටයුතු කරනු ලැබේ. bbox=[676, 1009, 976, 1028]
table-row: 1 රසායන විද්‍යාව 41 bbox=[49, 365, 288, 381]
table-row: 01 ප්‍රාථමික විශ්වවිද්‍යාල ප්‍රතිපාදන කොමිෂන් සභාව පිළිගත් විශ්ව විද්‍යාලයක් මගින් හෝ උපාධි පිරිනැමීමේ ආයතනයක් මගින් පිරිනමනු ලබන සාමාන්‍ය හෝ විශේෂ උපාධියක් ලබා තිබීම. bbox=[21, 722, 330, 752]
table-row: 02 ඉස්ලාම් ධර්මය, හින්දු ධර්මය, ඉතිහාසය. විශ්වවිද්‍යාල ප්‍රතිපාදන කොමිෂන් සභාව පිළිගත් විශ්ව විද්‍යාලයකින් හෝ උපාධි පිරිනැමෙන ආයතනයකින් අයදුම්කරනු ලබන විෂයට අදාළ විශේෂ උපාධියක් හෝ අයදුම් කරනු ලබන විෂය ප්‍රධාන විෂයක් ලෙස හදාරා ලබා ගත් සාමාන්‍ය උපාධියක් ලබා තිබීම. bbox=[21, 752, 330, 791]
list-item: 4.3 නියමිත සුදුසුකම් සහිත අයදුම්පත් සංඛ්‍යාව පුරප්පාඩු සංඛ්‍යාවට වඩා වැඩි වුවහොත් ඌව පළාත් රාජ්‍ය සේවා කොමිෂන් සභාව මගින් පවත්වනු ලබන ලිඛිත තරග විභාගයෙන් සමත් වන අයදුම්කරුවන් සම්මුඛ පරීක්ෂණයට හා ඉගැන්වීමේ හැකියාව මැන බැලීම සඳහා පැවැත්වෙන ප්‍රායෝගික පරීක්ෂණයකට භාජනය කර ලිඛිත තරග විභාගයේ හා ප්‍රායෝගික පරීක්ෂණයේ ලකුණුවල කුසලතා අනුපිළිවෙළ අනුව සුදුස්සන් තෝරා ගැනීමට කටයුතු කරනු ලැබේ. bbox=[354, 445, 660, 492]
table-row: 04 ගණිතය/ විද්‍යාව විශ්වවිද්‍යාල ප්‍රතිපාදන කොමිෂන් සභාව පිළිගත් විශ්වවිද්‍යාලයක් මගින් හෝ උපාධි පිරිනැමීමේ ආයතනයකින් භෞතික විද්‍යා/ ජෛවීය විද්‍යා විශේෂ හෝ සාමාන්‍ය උපාධියක් ලබා තිබීම. bbox=[21, 821, 330, 851]
col-header-no: අ.අ. bbox=[49, 177, 80, 189]
signatory-title: ලේකම්, bbox=[855, 1041, 877, 1050]
table-row: 03 සන්නිවේදනයේ පැහැදිලි බව ඉගෙනුම්/ ඉගැන්වීම් ක්‍රියාවලියේදී අදාළ කරුණු එලදායී ලෙස සන්නිවේදනය කිරීමේ හැකියාව ඇගයීම 05 02 bbox=[677, 714, 976, 744]
section-04-title: 04. බඳවා ගැනීමේ ක්‍රමය : bbox=[342, 359, 433, 369]
list-item: 7.8 ප්‍රායෝගික පරීක්ෂණය : කාලය - විනාඩි 5 කට නොඅඩු කාලයක් ලබා දෙනු ලැබේ. bbox=[688, 549, 928, 558]
intro-paragraph: ඌව පළාත් සභාවේ දෙමළ මාධ්‍ය පාසල්වල පහත සඳහන් විෂයන්වල පවතින ගුරු පුරප්පාඩු පිරවීම සඳහා උපාධිධාරීන් බඳවා ගැනීම පිණිස ඌව පළාතේ ස්ථිර පදිංචි අයදුම්කරුවන්ගෙන් අයදුම්පත් කැඳවනු ලැබේ. අයදුම්පත් භාර ගන්නා අවසාන දිනය 2017-12-08 දින වේ. bbox=[20, 132, 330, 160]
table-row: 04 කාල කළමනාකරණය ලබා දෙනු ලබන කාලසීමාව තුළ අරමුණ කෙරෙහි ළඟාවීමේ කුසලතාව ඇගයීම. 05 02 bbox=[677, 744, 976, 774]
list-item: (අ) අයදුම්කරු/ අයදුම්කාරිය පරම්පරාවෙන් හෝ ලියාපදිංචි කිරීමෙන් ශ්‍රී ලංකා පුරවැසියෙකු විය යුතුය. bbox=[32, 461, 307, 470]
section-01-title: 01. බඳවා ගැනීමේ පොදු සුදුසුකම් : bbox=[20, 449, 140, 459]
vacancy-subject-table bbox=[48, 176, 288, 445]
title-line-2: ගුරු පුරප්පාඩු සඳහා උපාධිධාරීන් බඳවා ගැනීම - 2017 bbox=[117, 68, 889, 106]
max-marks: උපරිම ලකුණු 25. bbox=[794, 561, 858, 571]
section-07-title: 07. විභාග පටිපාටිය සහ තරග විභාගයේ විෂය නිර්දේශය : bbox=[676, 136, 877, 145]
list-item: ඌව පළාත් සභා සීමාව තුළ අයදුම්පත් කැඳවීමේ අවසාන දිනට වසර පූර්වාසන්න 03 ක් හෝ ඊට වැඩි ස්ථිර පදිංචියක් ඇති අයකු සමග නීත්‍යානුකූලව විවාහ වී ඌව පළාතේ පදිංචියට පැමිණ අයදුම්පත් කැඳවන අවසාන දිනට ඡන්ද හිමි නාම ලේඛනයෙන් ලියාපදිංචිය සනාථ කරන කෙනෙකුට ද අයදුම් කළ හැක. එවැනි අය ලිඛිත සාක්ෂි මගින් මෙම තත්ත්වය තහවුරු කිරීම අනිවාර්ය වේ. bbox=[52, 518, 330, 556]
list-item: (ඇ) වසර 05 ක සේවා කාලයකට පසු ඌව පළාත් ගුරු මාරු ප්‍රතිපත්තිය අනුව සේවා අවශ්‍යතාවය මත ඌව පළාතේ වෙනත් පාසලකට ස්ථාන මාරුවීම් ලබා දීමට ඌව පළාත් සභා අධ්‍යාපන අමාත්‍යාංශය මගින් සලකා බලනු ඇත. bbox=[354, 231, 660, 259]
